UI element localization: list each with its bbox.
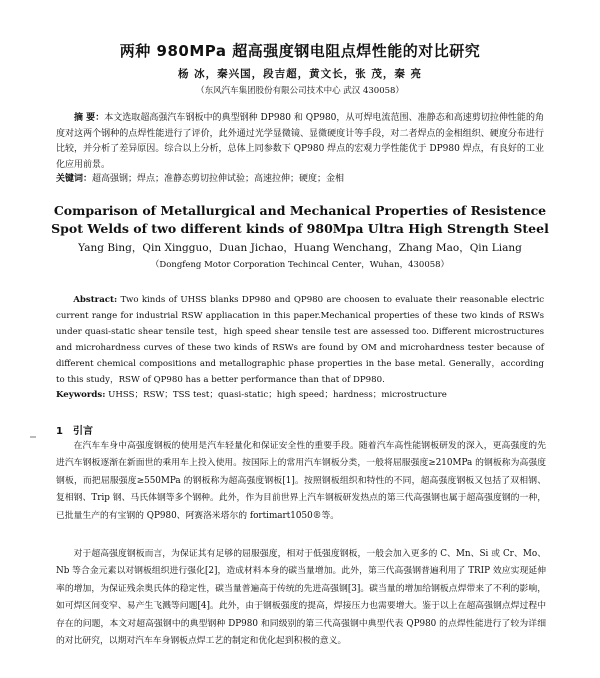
english-keywords-label: Keywords: — [56, 390, 106, 400]
english-abstract-label: Abstract: — [73, 295, 118, 305]
margin-mark — [30, 436, 36, 438]
chinese-abstract — [56, 111, 544, 173]
english-title: Comparison of Metallurgical and Mechanical Properties of Resistence Spot Welds of two different kinds of 980Mpa Ultra High Strength Steel — [51, 203, 549, 236]
intro-paragraph-1: 在汽车车身中高强度钢板的使用是汽车轻量化和保证安全性的重要手段。随着汽车高性能钢板研发的深入，更高强度的先进汽车钢板逐渐在新面世的乘用车上投入使用。按国际上的常用汽车钢板分类，一般将屈服强度≥210MPa 的钢板称为高强度钢板，而把屈服强度≥550MPa 的钢板称为超高强度钢板[1]。按照钢板组织和特性的不同，超高强度钢板又包括了双相钢、复相钢、Trip 钢、马氏体钢等多个钢种。此外，作为目前世界上汽车钢板研发热点的第三代高强钢也属于超高强度钢的一种，已批量生产的有宝钢的 QP980、阿赛洛米塔尔的 fortimart1050®等。 — [56, 441, 546, 521]
section-heading — [56, 422, 93, 437]
chinese-abstract-text: 本文选取超高强汽车钢板中的典型钢种 DP980 和 QP980，从可焊电流范围、准静态和高速剪切拉伸性能的角度对这两个钢种的点焊性能进行了评价，此外通过光学显微镜、显微硬度计等手段，对二者焊点的金相组织、硬度分布进行比较，并分析了差异原因。综合以上分析，总体上同参数下 QP980 焊点的宏观力学性能优于 DP980 焊点，有良好的工业化应用前景。 — [56, 113, 544, 170]
section-number: 1 — [56, 426, 63, 437]
section-title: 引言 — [72, 426, 93, 437]
english-abstract — [56, 292, 544, 388]
chinese-authors: 杨 冰，秦兴国，段吉超，黄文长，张 茂，秦 亮 — [178, 68, 422, 80]
english-authors: Yang Bing，Qin Xingguo，Duan Jichao，Huang Wenchang，Zhang Mao，Qin Liang — [78, 242, 522, 254]
chinese-abstract-label: 摘 要： — [74, 113, 105, 123]
english-abstract-text: Two kinds of UHSS blanks DP980 and QP980 are choosen to evaluate their reasonable electric current range for industrial RSW appliacation in this paper.Mechanical properties of these two kinds of RSWs under quasi-static shear tensile test，high speed shear tensile test are assessed too. Different microstructures and microhardness curves of these two kinds of RSWs are found by OM and microhardness tester because of different chemical compositions and metallographic phase properties in the base metal. Generally，according to this study，RSW of QP980 has a better performance than that of DP980. — [56, 295, 545, 385]
chinese-keywords-text: 超高强钢；焊点；准静态剪切拉伸试验；高速拉伸；硬度；金相 — [92, 174, 345, 184]
english-keywords-text: UHSS；RSW；TSS test；quasi-static；high speed；hardness；microstructure — [108, 390, 447, 400]
chinese-keywords-label: 关键词： — [56, 174, 93, 184]
english-affiliation: （Dongfeng Motor Corporation Techincal Center，Wuhan，430058） — [150, 260, 450, 270]
intro-paragraph-2: 对于超高强度钢板而言，为保证其有足够的屈服强度，相对于低强度钢板，一般会加入更多的 C、Mn、Si 或 Cr、Mo、Nb 等合金元素以对钢板组织进行强化[2]，造成材料本身的碳当量增加。此外，第三代高强钢普遍利用了 TRIP 效应实现延伸率的增加，为保证残余奥氏体的稳定性，碳当量普遍高于传统的先进高强钢[3]。碳当量的增加给钢板点焊带来了不利的影响，如可焊区间变窄、易产生飞溅等问题[4]。此外，由于钢板强度的提高，焊接压力也需要增大。鉴于以上在超高强钢点焊过程中存在的问题，本文对超高强钢中的典型钢种 DP980 和同级别的第三代高强钢中典型代表 QP980 的点焊性能进行了较为详细的对比研究，以期对汽车车身钢板点焊工艺的制定和优化起到积极的意义。 — [56, 549, 546, 647]
chinese-affiliation: （东风汽车集团股份有限公司技术中心 武汉 430058） — [196, 86, 404, 96]
chinese-title: 两种 980MPa 超高强度钢电阻点焊性能的对比研究 — [119, 42, 481, 60]
english-keywords — [56, 388, 544, 402]
chinese-keywords — [56, 172, 544, 186]
